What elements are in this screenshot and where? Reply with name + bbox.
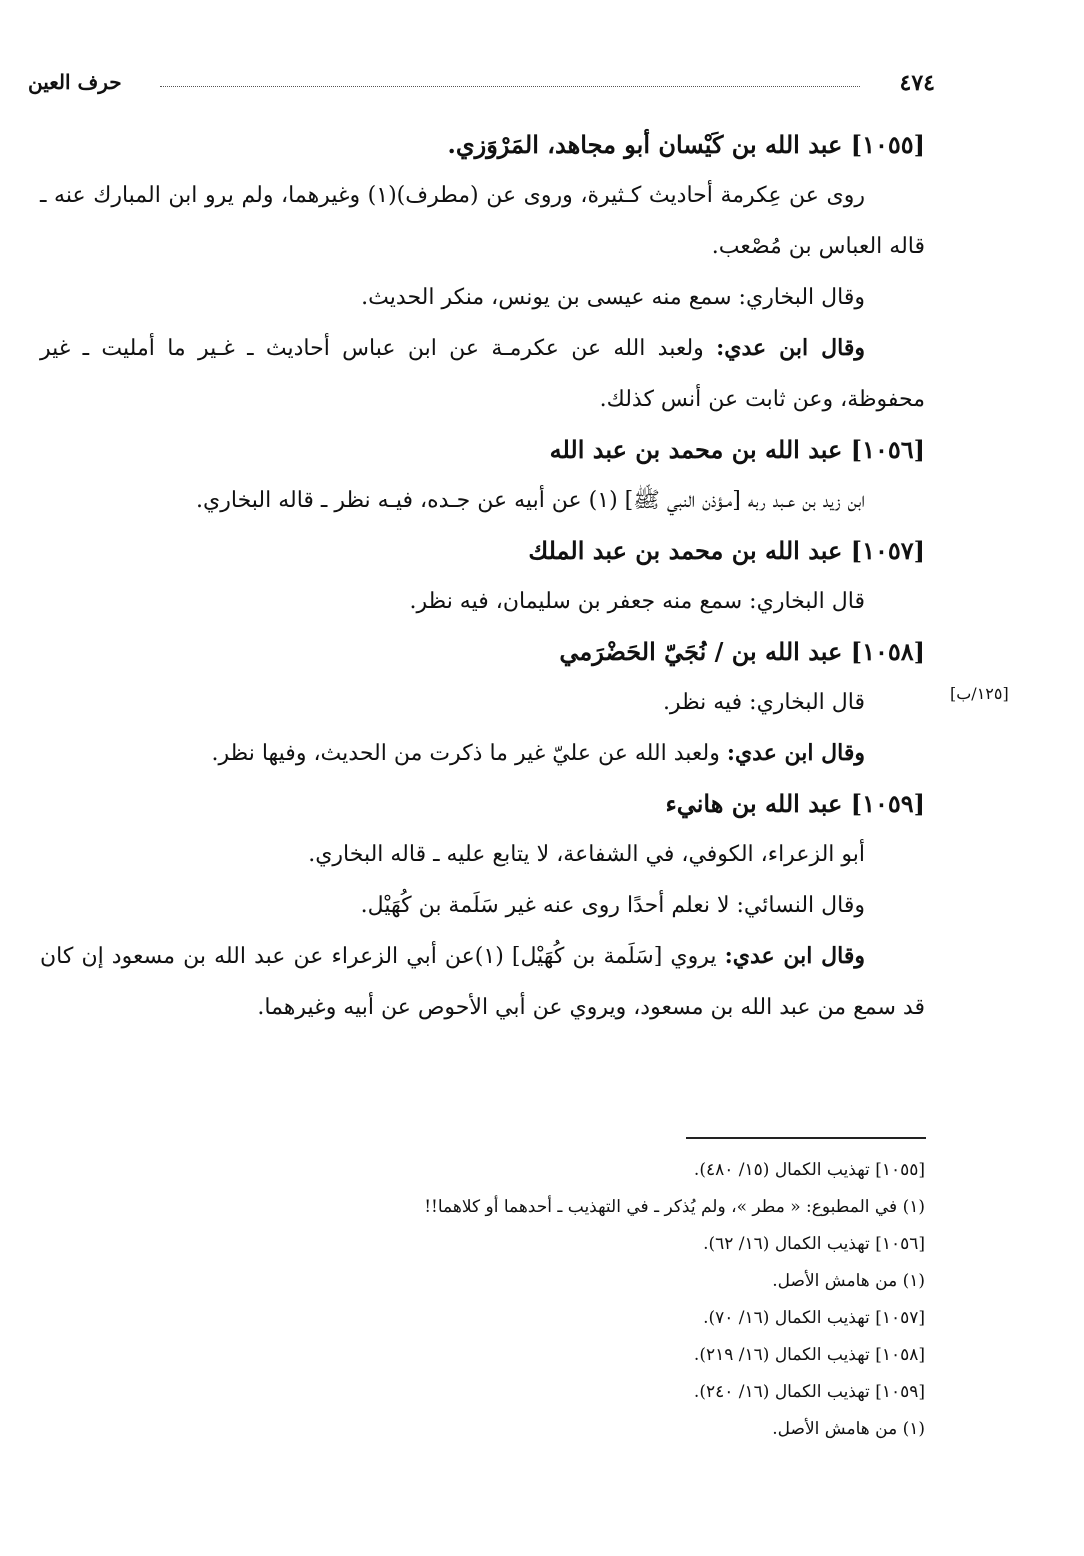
paragraph-label: وقال ابن عدي: <box>724 943 865 969</box>
entry-paragraph <box>40 677 925 728</box>
entry-heading: [١٠٥٧] عبد الله بن محمد بن عبد الملك <box>528 536 925 565</box>
paragraph-text: قال البخاري: فيه نظر. <box>662 690 865 715</box>
paragraph-text: ولعبد الله عن عكرمـة عن ابن عباس أحاديث ـ غـير ما أمليت ـ غير محفوظة، وعن ثابت عن أنس كذلك. <box>40 336 925 412</box>
paragraph-text: روى عن عِكرمة أحاديث كـثيرة، وروى عن (مطرف)(١) وغيرهما، ولم يرو ابن المبارك عنه ـ قاله العباس بن مُصْعب. <box>40 183 925 259</box>
paragraph-text: يروي [سَلَمة بن كُهَيْل] (١)عن أبي الزعراء عن عبد الله بن مسعود إن كان قد سمع من عبد الله بن مسعود، ويروي عن أبي الأحوص عن أبيه وغيرهما. <box>40 944 925 1020</box>
paragraph-label: وقال ابن عدي: <box>726 740 865 766</box>
paragraph-text: وقال النسائي: لا نعلم أحدًا روى عنه غير سَلَمة بن كُهَيْل. <box>360 893 865 918</box>
footnote-item: [١٠٥٩] تهذيب الكمال (١٦/ ٢٤٠). <box>693 1382 925 1402</box>
paragraph-text: قال البخاري: سمع منه جعفر بن سليمان، فيه نظر. <box>409 589 865 614</box>
page-header <box>20 70 935 104</box>
header-dotted-rule <box>160 86 860 87</box>
entry-paragraph <box>40 170 925 272</box>
paragraph-text: ولعبد الله عن عليّ غير ما ذكرت من الحديث، وفيها نظر. <box>211 741 720 766</box>
footnote-item: (١) من هامش الأصل. <box>772 1271 925 1291</box>
footnotes <box>200 1152 925 1448</box>
footnote-item: [١٠٥٦] تهذيب الكمال (١٦/ ٦٢). <box>703 1234 925 1254</box>
entry-paragraph <box>40 475 925 526</box>
entry-paragraph <box>40 829 925 880</box>
footnote-item: [١٠٥٧] تهذيب الكمال (١٦/ ٧٠). <box>703 1308 925 1328</box>
entry-paragraph <box>40 728 925 779</box>
entry-paragraph <box>40 272 925 323</box>
entry-1055 <box>40 120 925 425</box>
entry-paragraph <box>40 931 925 1033</box>
footnote-item: (١) من هامش الأصل. <box>772 1419 925 1439</box>
entry-paragraph <box>40 880 925 931</box>
entry-paragraph <box>40 576 925 627</box>
main-text <box>40 120 925 1033</box>
entry-heading: [١٠٥٦] عبد الله بن محمد بن عبد الله <box>549 435 925 464</box>
entry-heading: [١٠٥٥] عبد الله بن كَيْسان أبو مجاهد، المَرْوَزي. <box>447 130 925 159</box>
footnote-item: (١) في المطبوع: « مطر »، ولم يُذكر ـ في التهذيب ـ أحدهما أو كلاهما!! <box>424 1197 925 1217</box>
page-number: ٤٧٤ <box>899 70 935 96</box>
paragraph-text: ابن زيد بن عـبد ربه [مـؤذن النبي ﷺ] (١) عن أبيه عن جـده، فيـه نظر ـ قاله البخاري. <box>196 488 865 513</box>
footnote-item: [١٠٥٨] تهذيب الكمال (١٦/ ٢١٩). <box>693 1345 925 1365</box>
paragraph-label: وقال ابن عدي: <box>716 335 865 361</box>
paragraph-text: وقال البخاري: سمع منه عيسى بن يونس، منكر الحديث. <box>361 285 865 310</box>
margin-folio-reference: [١٢٥/ب] <box>950 684 1009 703</box>
entry-1057 <box>40 526 925 627</box>
entry-1058 <box>40 627 925 779</box>
footnote-item: [١٠٥٥] تهذيب الكمال (١٥/ ٤٨٠). <box>693 1160 925 1180</box>
footnote-separator <box>686 1137 926 1139</box>
paragraph-text: أبو الزعراء، الكوفي، في الشفاعة، لا يتابع عليه ـ قاله البخاري. <box>308 842 865 867</box>
entry-paragraph <box>40 323 925 425</box>
entry-1056 <box>40 425 925 526</box>
section-title: حرف العين <box>28 70 122 94</box>
entry-heading: [١٠٥٩] عبد الله بن هانيء <box>665 789 925 818</box>
entry-1059 <box>40 779 925 1033</box>
entry-heading: [١٠٥٨] عبد الله بن / نُجَيّ الحَضْرَمي <box>559 637 925 666</box>
